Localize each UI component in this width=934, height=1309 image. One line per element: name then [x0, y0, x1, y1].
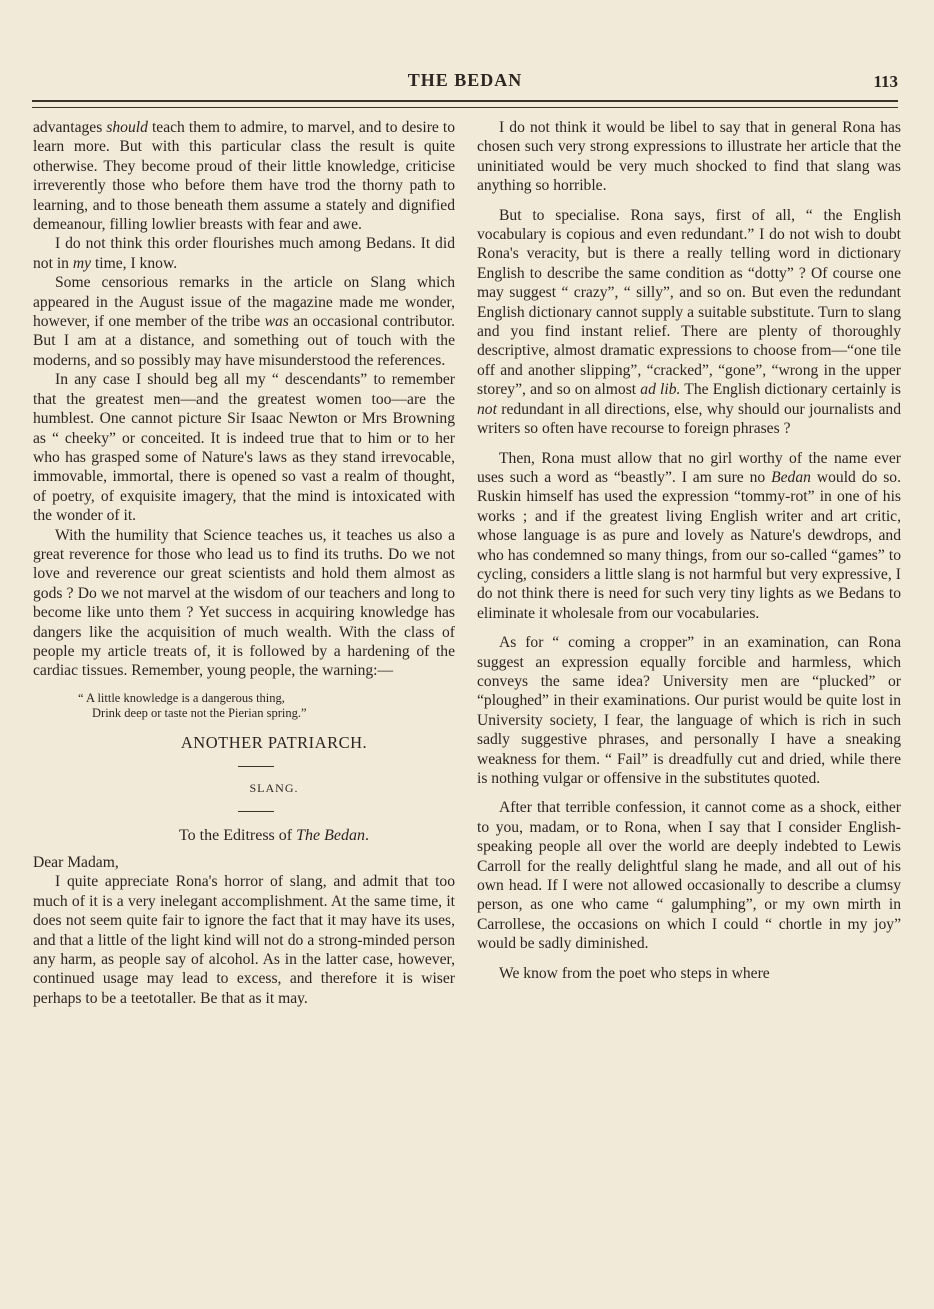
paragraph — [477, 449, 901, 624]
text-run: But to specialise. Rona says, first of all, “ the English vocabulary is copious and even redundant.” I do not wish to doubt Rona's veracity, but is there a really telling word in dictionary English to describe the same condition as “dotty” ? Of course one may suggest “ crazy”, “ silly”, and so on. But even the redundant English dictionary cannot supply a suitable substitute. Turn to slang and you find instant relief. There are plenty of thoroughly descriptive, almost dramatic expressions to choose from—“one tile off and another slipping”, “cracked”, “gone”, “wrong in the upper storey”, and so on almost — [477, 206, 901, 399]
paragraph: After that terrible confession, it cannot come as a shock, either to you, madam, or to Rona, when I say that I consider English-speaking people all over the world are deeply indebted to Lewis Carroll for the really delightful slang he made, and all out of his own head. If I were not allowed occasionally to describe a clumsy person, as one who came “ galumphing”, or my own mirth in Carrollese, the occasions on which I could “ chortle in my joy” would be sadly diminished. — [477, 799, 901, 953]
text-run: . — [364, 826, 369, 844]
italic-text: should — [106, 119, 148, 136]
paragraph: With the humility that Science teaches us, it teaches us also a great reverence for those who lead us to find its truths. Do we not love and reverence our great scientists and hold them almost as gods ? Do we not marvel at the wisdom of our teachers and long to become like unto them ? Yet success in acquiring knowledge has dangers like the acquisition of much wealth. With the class of people my article treats of, it is followed by a hardening of the cardiac tissues. Remember, young people, the warning:— — [33, 526, 455, 680]
paragraph: In any case I should beg all my “ descendants” to remember that the greatest men—and the greatest women too—are the humblest. One cannot picture Sir Isaac Newton or Mrs Browning as “ cheeky” or conceited. It is indeed true that to him or to her who has grasped some of Nature's laws as they stand irrevocable, immovable, immortal, there is opened so vast a realm of thought, of poetry, of exquisite imagery, that the mind is intoxicated with the wonder of it. — [33, 371, 455, 525]
paragraph: I quite appreciate Rona's horror of slang, and admit that too much of it is a very inelegant accomplishment. At the same time, it does not seem quite fair to ignore the fact that it may have its uses, and that a little of the light kind will not do a strong-minded person any harm, as people say of alcohol. As in the latter case, however, continued usage may lead to excess, and therefore it is wiser perhaps to be a teetotaller. Be that as it may. — [33, 873, 455, 1007]
quote-line: “ A little knowledge is a dangerous thing, — [78, 690, 285, 705]
paragraph — [33, 118, 455, 234]
text-run: teach them to admire, to marvel, and to desire to learn more. But with this particular class the result is quite otherwise. They become proud of their little knowledge, criticise irreverently those who before them have trod the thorny path to learning, and to those beneath them assume a stately and dignified demeanour, filling lowlier breasts with fear and awe. — [33, 119, 455, 234]
text-run: an occasional contributor. But I am at a distance, and something out of touch with the moderns, and so possibly may have misunderstood the references. — [33, 313, 455, 369]
italic-text: The Bedan — [296, 826, 365, 844]
left-column — [33, 118, 455, 1008]
text-run: redundant in all directions, else, why should our journalists and writers so often have recourse to foreign phrases ? — [477, 400, 901, 438]
text-run: would do so. Ruskin himself has used the expression “tommy-rot” in one of his works ; and if the greatest living English writer and art critic, whose language is as pure and lovely as Nature's dewdrops, and who has condemned so many things, from our so-called “games” to cycling, considers a little slang is not harmful but very expressive, I do not think there is need for such very tiny lights as we Bedans to eliminate it wholesale from our vocabularies. — [477, 468, 901, 622]
italic-text: ad lib. — [640, 381, 681, 399]
article-heading: SLANG. — [249, 781, 299, 796]
header-rule — [32, 100, 898, 108]
text-run: time, I know. — [91, 254, 178, 272]
paragraph: We know from the poet who steps in where — [499, 964, 770, 982]
page-header — [32, 70, 898, 100]
text-run: Then, Rona must allow that no girl worthy of the name ever uses such a word as “beastly”. I am sure no — [477, 449, 901, 486]
text-run: I do not think this order flourishes much among Bedans. It did not in — [33, 235, 455, 272]
right-column — [477, 118, 901, 993]
italic-text: was — [264, 313, 289, 331]
paragraph — [33, 234, 455, 273]
divider — [238, 811, 274, 812]
text-run: The English dictionary certainly is — [680, 381, 902, 399]
salutation: Dear Madam, — [33, 854, 119, 871]
text-run: advantages — [33, 119, 107, 136]
divider — [238, 766, 274, 767]
italic-text: not — [477, 400, 497, 418]
paragraph — [477, 206, 901, 439]
text-run: Some censorious remarks in the article on Slang which appeared in the August issue of the magazine made me wonder, however, if one member of the tribe — [33, 274, 455, 331]
quote-line: Drink deep or taste not the Pierian spring.” — [92, 705, 307, 720]
page-number: 113 — [873, 72, 898, 91]
text-run: To the Editress of — [179, 826, 297, 844]
italic-text: Bedan — [771, 468, 811, 486]
running-title: THE BEDAN — [407, 70, 523, 90]
paragraph: I do not think it would be libel to say that in general Rona has chosen such very strong expressions to illustrate her article that the uninitiated would be very much shocked to find that slang was anything so horrible. — [477, 119, 901, 195]
italic-text: my — [72, 254, 92, 272]
paragraph — [33, 273, 455, 370]
address-line — [93, 826, 455, 845]
signature: ANOTHER PATRIARCH. — [180, 732, 368, 752]
paragraph: As for “ coming a cropper” in an examination, can Rona suggest an expression equally forcible and harmless, which conveys the same idea? University men are “plucked” or “ploughed” in their examinations. Our purist would be quite lost in University society, I fear, the language of which is rich in such sadly suggestive phrases, and personally I have a sneaking weakness for them. “ Fail” is dreadfully cut and dried, while there is nothing vulgar or offensive in the substitutes quoted. — [477, 634, 901, 787]
poem-quote — [78, 691, 455, 721]
